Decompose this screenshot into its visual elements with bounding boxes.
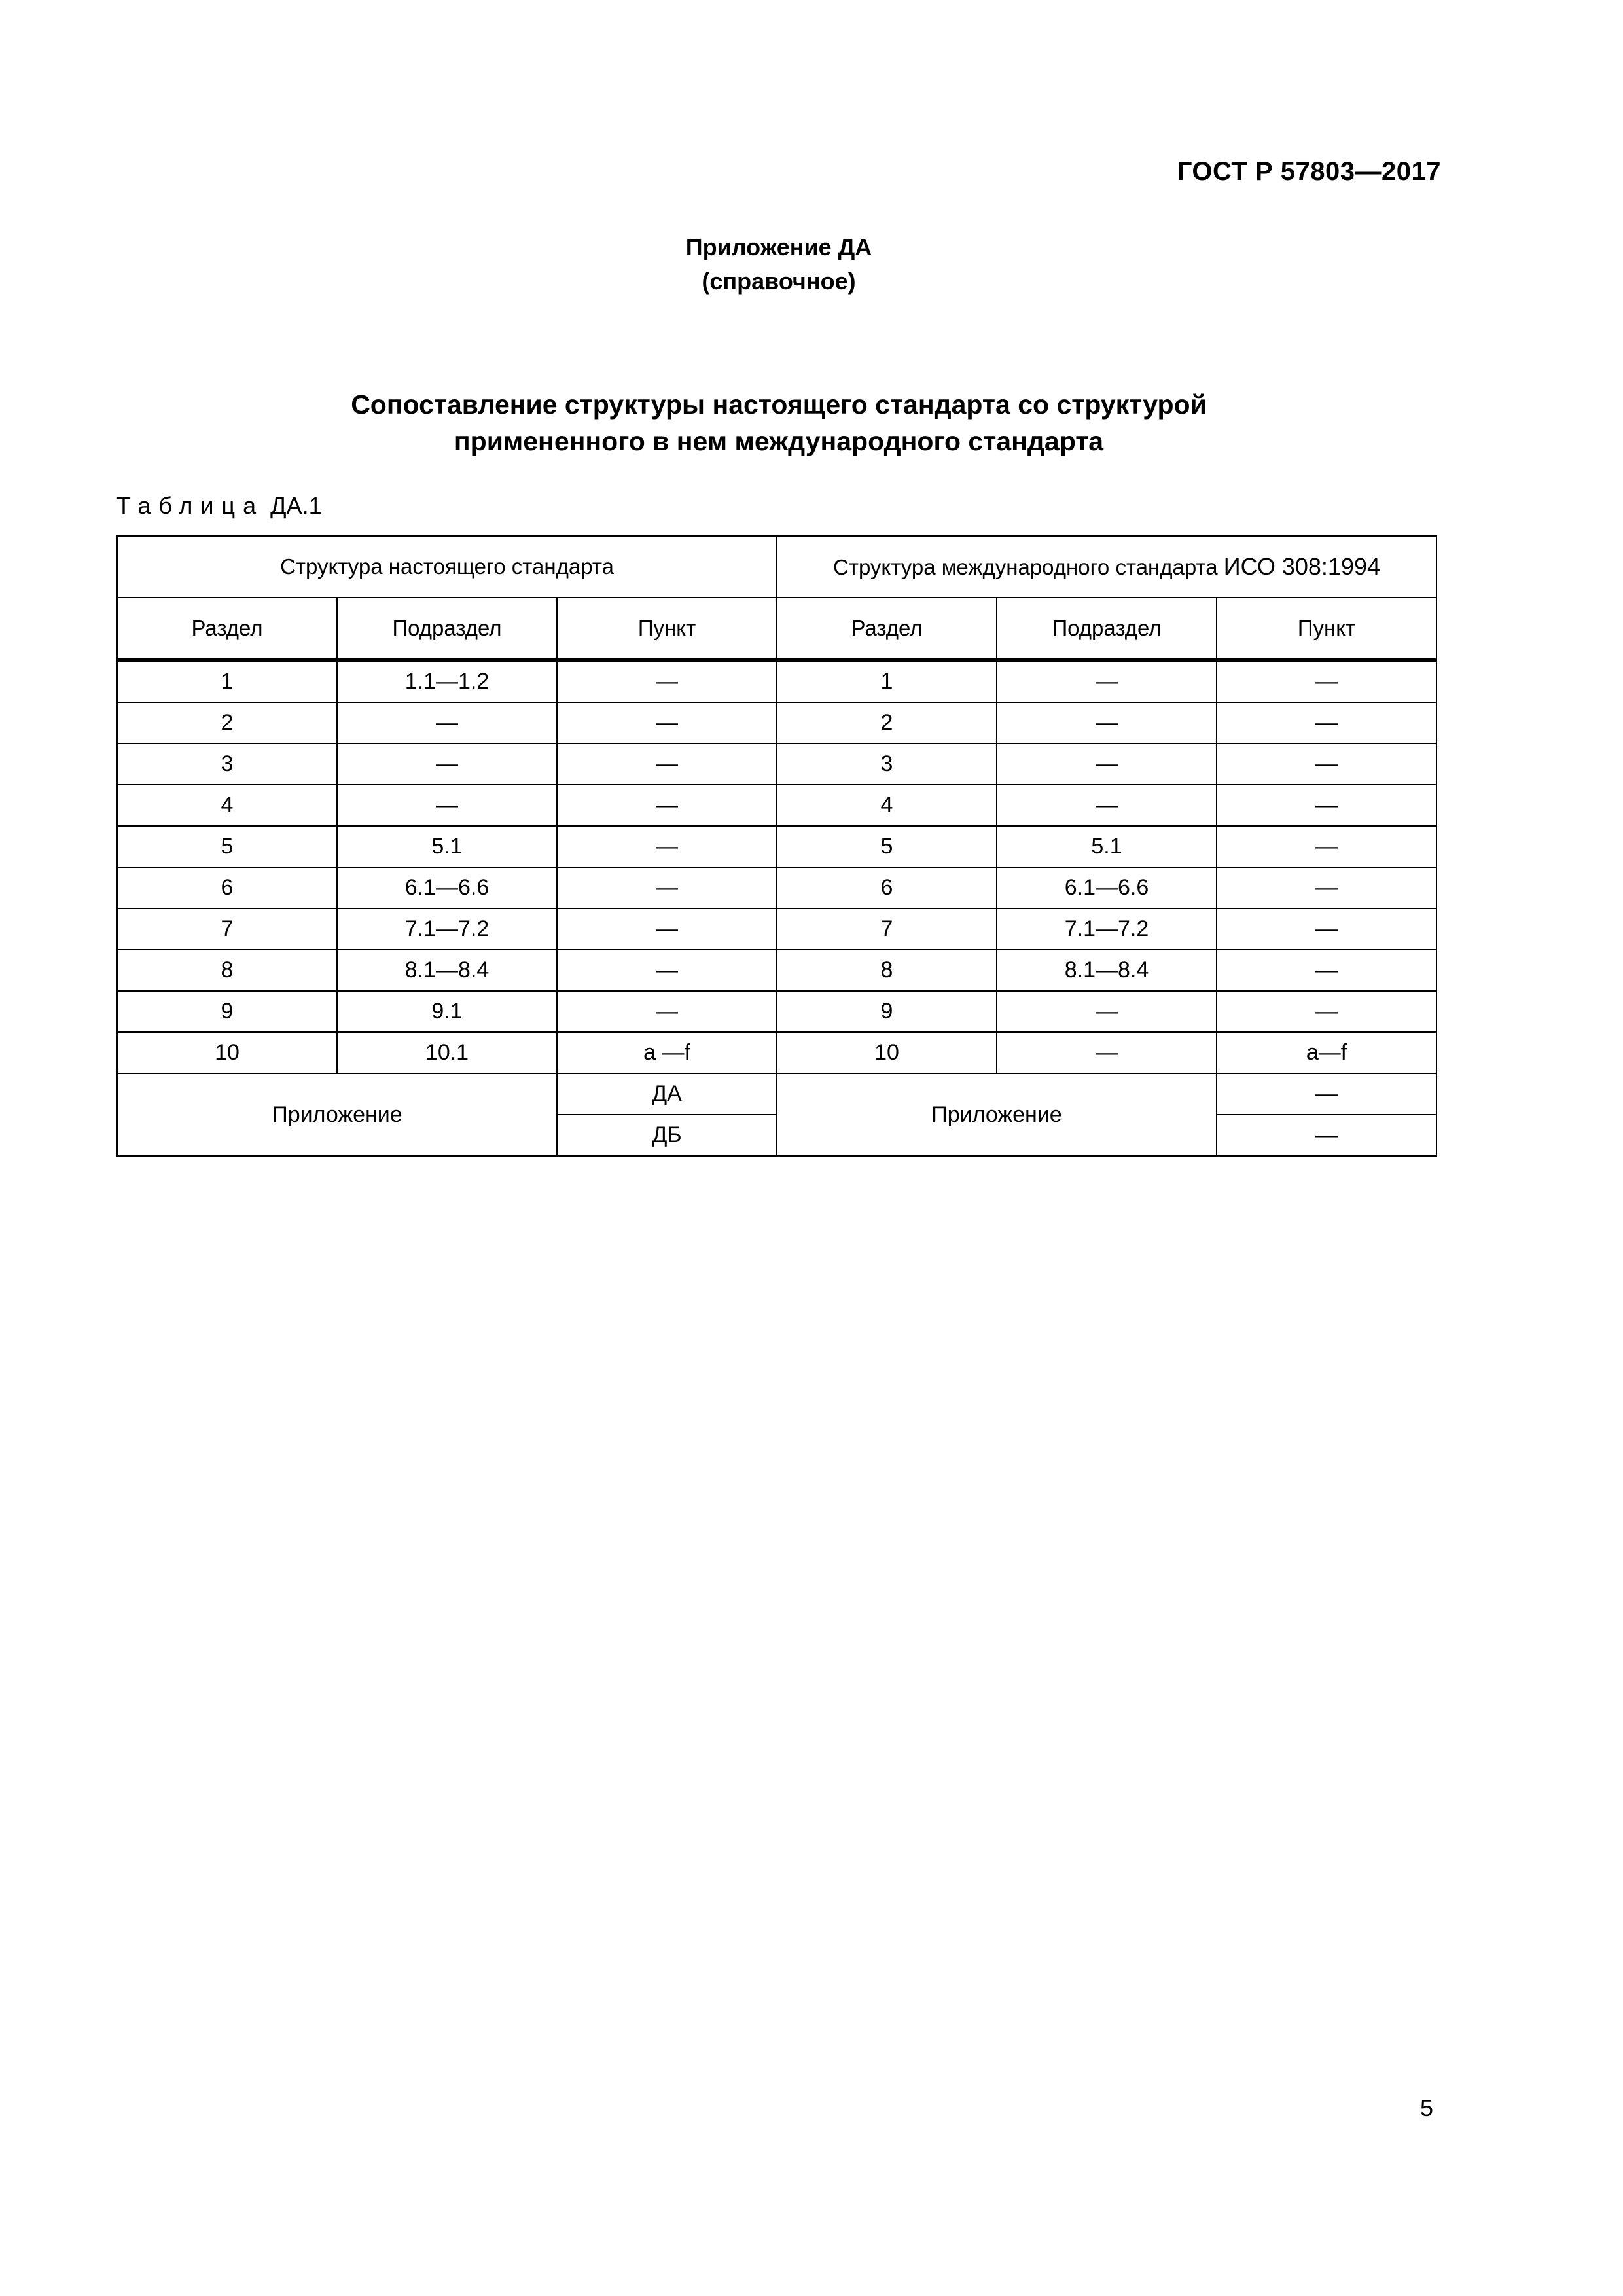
table-cell: —: [1217, 785, 1436, 826]
table-cell: —: [1217, 950, 1436, 991]
column-header-row: [117, 598, 1436, 660]
table-cell: —: [557, 867, 777, 908]
table-cell: 2: [117, 702, 337, 744]
table-cell: —: [557, 950, 777, 991]
table-row: [117, 1032, 1436, 1073]
table-cell: —: [337, 744, 557, 785]
column-header: Раздел: [777, 598, 997, 660]
table-cell: —: [997, 785, 1217, 826]
table-cell: —: [1217, 908, 1436, 950]
table-cell: 1.1—1.2: [337, 660, 557, 703]
table-cell: 5.1: [337, 826, 557, 867]
table-cell: 1: [117, 660, 337, 703]
table-cell: 9: [117, 991, 337, 1032]
group-header-international: [777, 536, 1436, 598]
table-cell: —: [1217, 867, 1436, 908]
annex-item-international: —: [1217, 1115, 1436, 1156]
table-cell: 2: [777, 702, 997, 744]
annex-item-current: ДБ: [557, 1115, 777, 1156]
table-cell: 5: [117, 826, 337, 867]
column-header: Подраздел: [997, 598, 1217, 660]
annex-heading: [0, 230, 1558, 298]
table-row: [117, 785, 1436, 826]
table-cell: 7.1—7.2: [337, 908, 557, 950]
table-cell: 6.1—6.6: [337, 867, 557, 908]
table-cell: 4: [777, 785, 997, 826]
table-row: [117, 908, 1436, 950]
table-cell: —: [997, 991, 1217, 1032]
table-cell: —: [557, 660, 777, 703]
table-caption: [116, 492, 322, 520]
column-header: Пункт: [1217, 598, 1436, 660]
table-cell: 6: [117, 867, 337, 908]
table-cell: 8.1—8.4: [997, 950, 1217, 991]
table-cell: —: [557, 826, 777, 867]
table-cell: a —f: [557, 1032, 777, 1073]
table-row: [117, 744, 1436, 785]
table-cell: 9.1: [337, 991, 557, 1032]
document-code: ГОСТ Р 57803—2017: [1177, 157, 1441, 186]
table-cell: —: [997, 702, 1217, 744]
table-cell: 10: [117, 1032, 337, 1073]
annex-item-international: —: [1217, 1073, 1436, 1115]
table-cell: 8.1—8.4: [337, 950, 557, 991]
group-header-row: [117, 536, 1436, 598]
table-cell: 10.1: [337, 1032, 557, 1073]
table-cell: 7: [117, 908, 337, 950]
table-cell: 6: [777, 867, 997, 908]
table-cell: —: [997, 1032, 1217, 1073]
table-cell: —: [1217, 826, 1436, 867]
table-cell: 5.1: [997, 826, 1217, 867]
table-cell: 7: [777, 908, 997, 950]
table-row: [117, 950, 1436, 991]
column-header: Пункт: [557, 598, 777, 660]
table-cell: 10: [777, 1032, 997, 1073]
table-caption-word: Таблица: [116, 492, 264, 519]
table-cell: —: [997, 660, 1217, 703]
annex-label-international: Приложение: [777, 1073, 1217, 1156]
group-header-international-prefix: Структура международного стандарта: [833, 555, 1218, 579]
page-number: 5: [1419, 2094, 1433, 2121]
table-cell: —: [557, 991, 777, 1032]
table-cell: 4: [117, 785, 337, 826]
annex-label-current: Приложение: [117, 1073, 557, 1156]
table-cell: —: [1217, 744, 1436, 785]
table-cell: 7.1—7.2: [997, 908, 1217, 950]
column-header: Раздел: [117, 598, 337, 660]
table-row: [117, 826, 1436, 867]
group-header-current: Структура настоящего стандарта: [117, 536, 777, 598]
table-cell: —: [557, 744, 777, 785]
annex-type: (справочное): [702, 268, 856, 295]
table-cell: 8: [777, 950, 997, 991]
structure-comparison-table: [116, 535, 1437, 1157]
table-cell: —: [557, 702, 777, 744]
table-row: [117, 702, 1436, 744]
table-cell: 9: [777, 991, 997, 1032]
table-cell: —: [557, 908, 777, 950]
table-cell: —: [557, 785, 777, 826]
table-cell: —: [1217, 702, 1436, 744]
table-row: [117, 991, 1436, 1032]
group-header-iso-ref: ИСО 308:1994: [1223, 553, 1381, 580]
table-cell: a—f: [1217, 1032, 1436, 1073]
table-row: [117, 660, 1436, 703]
table-cell: 1: [777, 660, 997, 703]
table-cell: 3: [777, 744, 997, 785]
annex-row: [117, 1073, 1436, 1115]
table-cell: —: [337, 702, 557, 744]
table-cell: 8: [117, 950, 337, 991]
table-cell: 5: [777, 826, 997, 867]
section-title-line-2: примененного в нем международного стандарта: [454, 426, 1104, 456]
table-row: [117, 867, 1436, 908]
annex-item-current: ДА: [557, 1073, 777, 1115]
table-body: [117, 660, 1436, 1074]
annex-title: Приложение ДА: [685, 234, 872, 260]
section-title-line-1: Сопоставление структуры настоящего стандарта со структурой: [351, 389, 1207, 420]
annex-rows: [117, 1073, 1436, 1156]
table-cell: —: [1217, 660, 1436, 703]
table-caption-id: ДА.1: [270, 492, 322, 519]
table-cell: 3: [117, 744, 337, 785]
table-cell: —: [337, 785, 557, 826]
table-cell: —: [997, 744, 1217, 785]
table-cell: 6.1—6.6: [997, 867, 1217, 908]
table-cell: —: [1217, 991, 1436, 1032]
column-header: Подраздел: [337, 598, 557, 660]
section-title: [0, 386, 1558, 459]
